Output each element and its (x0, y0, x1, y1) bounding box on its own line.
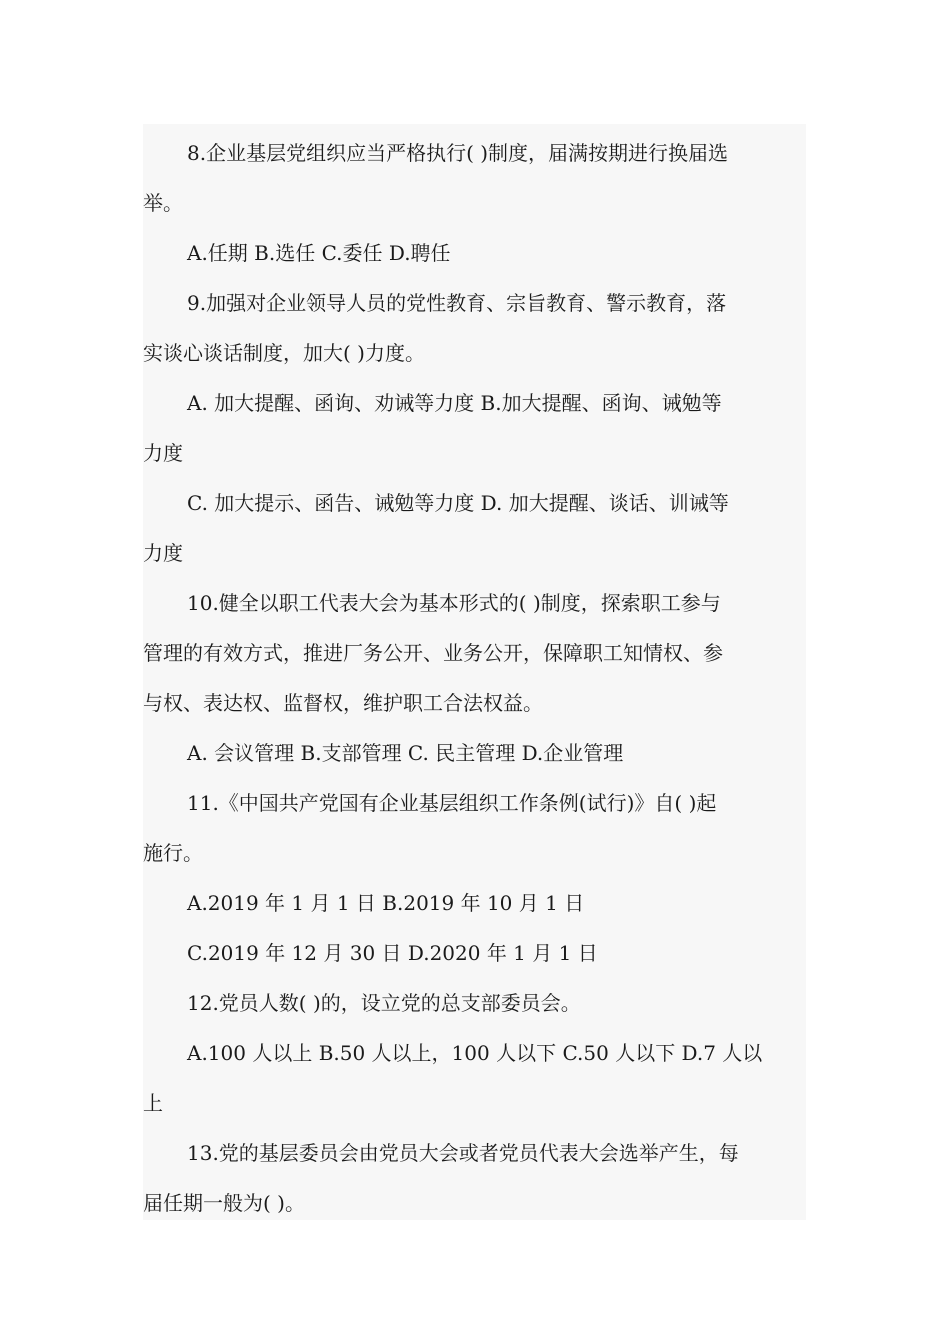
question-13-line-2: 届任期一般为( )。 (143, 1191, 305, 1215)
question-9-options-line-3: C. 加大提示、函告、诫勉等力度 D. 加大提醒、谈话、训诫等 (187, 491, 729, 515)
question-10-options: A. 会议管理 B.支部管理 C. 民主管理 D.企业管理 (187, 741, 624, 765)
question-9-options-line-4: 力度 (143, 541, 183, 565)
question-8-options: A.任期 B.选任 C.委任 D.聘任 (187, 241, 451, 265)
question-8-line-1: 8.企业基层党组织应当严格执行( )制度，届满按期进行换届选 (187, 141, 729, 165)
question-12-options-line-1: A.100 人以上 B.50 人以上，100 人以下 C.50 人以下 D.7 人以 (187, 1041, 763, 1065)
question-10-line-2: 管理的有效方式，推进厂务公开、业务公开，保障职工知情权、参 (143, 641, 723, 665)
question-13-line-1: 13.党的基层委员会由党员大会或者党员代表大会选举产生，每 (187, 1141, 739, 1165)
question-10-line-3: 与权、表达权、监督权，维护职工合法权益。 (143, 691, 543, 715)
document-page (143, 124, 806, 1220)
question-9-options-line-2: 力度 (143, 441, 183, 465)
question-9-line-1: 9.加强对企业领导人员的党性教育、宗旨教育、警示教育，落 (187, 291, 727, 315)
question-11-options-line-2: C.2019 年 12 月 30 日 D.2020 年 1 月 1 日 (187, 941, 598, 965)
question-9-line-2: 实谈心谈话制度，加大( )力度。 (143, 341, 425, 365)
question-8-line-2: 举。 (143, 191, 183, 215)
question-12-options-line-2: 上 (143, 1091, 163, 1115)
question-10-line-1: 10.健全以职工代表大会为基本形式的( )制度，探索职工参与 (187, 591, 721, 615)
question-11-line-2: 施行。 (143, 841, 203, 865)
question-9-options-line-1: A. 加大提醒、函询、劝诫等力度 B.加大提醒、函询、诫勉等 (187, 391, 722, 415)
question-11-options-line-1: A.2019 年 1 月 1 日 B.2019 年 10 月 1 日 (187, 891, 585, 915)
question-11-line-1: 11.《中国共产党国有企业基层组织工作条例(试行)》自( )起 (187, 791, 717, 815)
question-12-line-1: 12.党员人数( )的，设立党的总支部委员会。 (187, 991, 581, 1015)
